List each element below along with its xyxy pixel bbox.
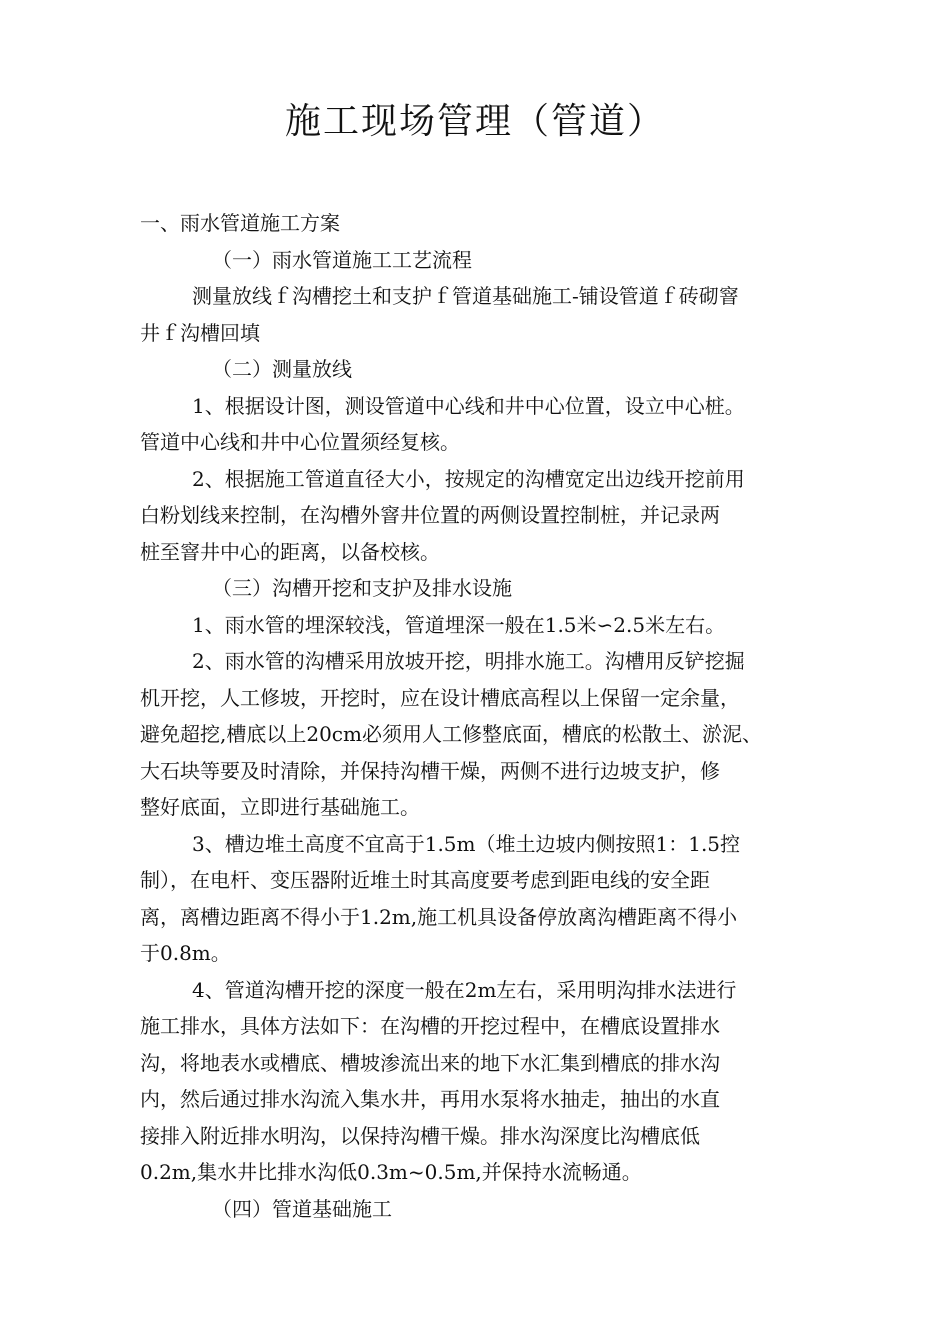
paragraph-line: 白粉划线来控制，在沟槽外窨井位置的两侧设置控制桩，并记录两 <box>140 503 720 527</box>
document-title: 施工现场管理（管道） <box>284 101 665 142</box>
paragraph-line: 测量放线ｆ沟槽挖土和支护ｆ管道基础施工-铺设管道ｆ砖砌窨 <box>192 284 739 308</box>
paragraph-line: 2、雨水管的沟槽采用放坡开挖，明排水施工。沟槽用反铲挖掘 <box>192 649 745 673</box>
paragraph-line: 2、根据施工管道直径大小，按规定的沟槽宽定出边线开挖前用 <box>192 466 745 491</box>
subsection-heading: （一）雨水管道施工工艺流程 <box>212 247 472 272</box>
paragraph-line: 桩至窨井中心的距离，以备校核。 <box>140 539 440 564</box>
paragraph-line: 离，离槽边距离不得小于1.2m,施工机具设备停放离沟槽距离不得小 <box>140 904 738 929</box>
paragraph-line: 1、雨水管的埋深较浅，管道埋深一般在1.5米∽2.5米左右。 <box>192 612 726 637</box>
subsection-heading: （三）沟槽开挖和支护及排水设施 <box>212 576 512 600</box>
paragraph-line: 大石块等要及时清除，并保持沟槽干燥，两侧不进行边坡支护，修 <box>140 758 720 783</box>
paragraph-line: 管道中心线和井中心位置须经复核。 <box>140 430 460 454</box>
section-heading: 一、雨水管道施工方案 <box>140 211 340 235</box>
paragraph-line: 整好底面，立即进行基础施工。 <box>140 795 420 819</box>
paragraph-line: 0.2m,集水井比排水沟低0.3m~0.5m,并保持水流畅通。 <box>140 1160 642 1184</box>
paragraph-line: 沟，将地表水或槽底、槽坡渗流出来的地下水汇集到槽底的排水沟 <box>140 1050 720 1075</box>
paragraph-line: 机开挖，人工修坡，开挖时，应在设计槽底高程以上保留一定余量， <box>140 685 740 710</box>
paragraph-line: 内，然后通过排水沟流入集水井，再用水泵将水抽走，抽出的水直 <box>140 1087 720 1111</box>
subsection-heading: （二）测量放线 <box>212 357 352 381</box>
paragraph-line: 井ｆ沟槽回填 <box>140 320 260 345</box>
document-body <box>140 205 812 1227</box>
paragraph-line: 制），在电杆、变压器附近堆土时其高度要考虑到距电线的安全距 <box>140 868 710 892</box>
paragraph-line: 1、根据设计图，测设管道中心线和井中心位置，设立中心桩。 <box>192 393 745 418</box>
paragraph-line: 施工排水，具体方法如下：在沟槽的开挖过程中，在槽底设置排水 <box>140 1014 720 1038</box>
paragraph-line: 接排入附近排水明沟，以保持沟槽干燥。排水沟深度比沟槽底低 <box>140 1123 700 1148</box>
paragraph-line: 于0.8m。 <box>140 941 231 965</box>
paragraph-line: 4、管道沟槽开挖的深度一般在2m左右，采用明沟排水法进行 <box>192 977 737 1002</box>
subsection-heading: （四）管道基础施工 <box>212 1196 392 1221</box>
paragraph-line: 3、槽边堆土高度不宜高于1.5m（堆土边坡内侧按照1：1.5控 <box>192 831 741 856</box>
paragraph-line: 避免超挖,槽底以上20cm必须用人工修整底面，槽底的松散土、淤泥、 <box>140 722 762 746</box>
